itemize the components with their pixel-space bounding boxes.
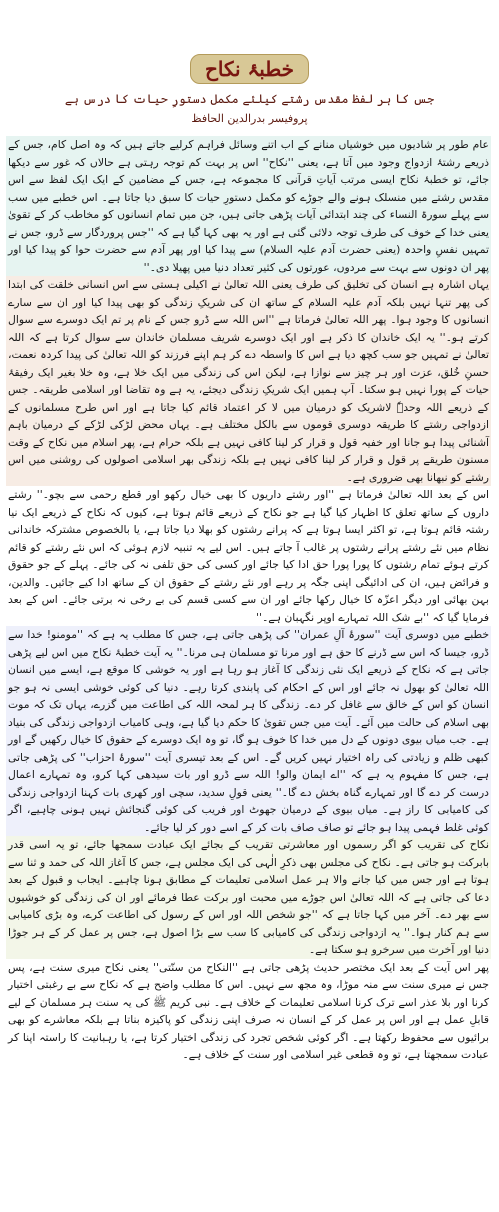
article-body <box>6 136 491 1206</box>
article-author: پروفیسر بدرالدین الحافظ <box>191 112 308 125</box>
article-paragraph: عام طور پر شادیوں میں خوشیاں منانے کے اب اتنے وسائل فراہم کرلیے جاتے ہیں کہ وہ اصل کام، جس کے ذریعے رشتۂ ازدواج وجود میں آتا ہے، یعنی ''نکاح'' اس پر بہت کم توجہ رہتی ہے حالاں کہ غور سے دیکھا جائے، تو خطبۂ نکاح ایسی مرتب آیاتِ قرآنی کا مجموعہ ہے، جس کے مضامین کے ایک ایک لفظ سے اس مقدس رشتے میں منسلک ہونے والے جوڑے کو مکمل دستورِ حیات کا سبق دیا جاتا ہے۔ اس خطبے میں سب سے پہلے سورۃ النساء کی چند ابتدائی آیات پڑھی جاتی ہیں، جن میں تمام انسانوں کو مخاطب کر کے تقویٰ یعنی خدا کے خوف کی طرف توجہ دلائی گئی ہے اور یہ بھی کہا گیا ہے کہ ''جس پروردگار سے ڈرو، جس نے تمہیں نفسِ واحدہ (یعنی حضرت آدم علیہ السلام) سے پیدا کیا اور پھر آدم سے حضرت حوا کو پیدا کیا اور پھر ان دونوں سے بہت سے مردوں، عورتوں کی کثیر تعداد دنیا میں پھیلا دی۔'' <box>6 136 491 276</box>
article-title: خطبۂ نکاح <box>190 54 309 84</box>
article-paragraph: پھر اس آیت کے بعد ایک مختصر حدیث پڑھی جاتی ہے ''النکاح من سنّتی'' یعنی نکاح میری سنت ہے، پس جس نے میری سنت سے منہ موڑا، وہ مجھ سے نہیں۔ اس کا مطلب واضح ہے کہ نکاح سے بے رغبتی اختیار کرنا اور بلا عذر اسے ترک کرنا اسلامی تعلیمات کے خلاف ہے۔ نبی کریم ﷺ کی یہ سنت ہر مسلمان کے لیے قابلِ عمل ہے اور اس پر عمل کر کے انسان نہ صرف اپنی زندگی کو پاکیزہ بناتا ہے بلکہ معاشرے کو بھی برائیوں سے محفوظ رکھتا ہے۔ اگر کوئی شخص تجرد کی زندگی اختیار کرتا ہے، یا رہبانیت کا راستہ اپنا کر عبادت سمجھتا ہے، تو وہ قطعی غیر اسلامی اور سنت کے خلاف ہے۔ <box>6 959 491 1064</box>
article-subtitle: جس کا ہر لفظ مقدس رشتے کیلئے مکمل دستورِ حیات کا درس ہے <box>64 92 435 106</box>
article-paragraph: نکاح کی تقریب کو اگر رسموں اور معاشرتی تقریب کے بجائے ایک عبادت سمجھا جائے، تو یہ اسی قدر بابرکت ہو جاتی ہے۔ نکاح کی مجلس بھی ذکرِ الٰہی کی ایک مجلس ہے، جس کا آغاز اللہ کی حمد و ثنا سے ہوتا ہے اور جس میں کیا جانے والا ہر عمل اسلامی تعلیمات کے مطابق ہونا چاہیے۔ ایجاب و قبول کے بعد دعا کی جاتی ہے کہ اللہ تعالیٰ اس جوڑے میں محبت اور برکت عطا فرمائے اور ان کی زندگی کو خوشیوں سے بھر دے۔ آخر میں کہا جاتا ہے کہ ''جو شخص اللہ اور اس کے رسول کی اطاعت کرے، وہ بڑی کامیابی سے ہم کنار ہوا۔'' یہ ازدواجی زندگی کی کامیابی کا سب سے بڑا اصول ہے، جس پر عمل کر کے ہر جوڑا دنیا اور آخرت میں سرخرو ہو سکتا ہے۔ <box>6 836 491 959</box>
article-paragraph: یہاں اشارہ ہے انسان کی تخلیق کی طرف یعنی اللہ تعالیٰ نے اکیلی ہستی سے اس انسانی خلقت کی ابتدا کی پھر تنہا نہیں بلکہ آدم علیہ السلام کے ساتھ ان کی شریکِ زندگی کو بھی پیدا کیا اور ان سے سارے انسانوں کا وجود ہوا۔ پھر اللہ تعالیٰ فرماتا ہے ''اس اللہ سے ڈرو جس کے نام پر تم ایک دوسرے سے سوال کرتے ہو۔'' یہ ایک خاندان کا ذکر ہے اور ایک دوسرے شریف مسلمان خاندان سے سوال کرتا ہے کہ اللہ تعالیٰ نے تمہیں جو سب کچھ دیا ہے اس کا واسطہ دے کر ہم اپنے فرزند کو اللہ تعالیٰ کی پیدا کردہ نعمت، حسنِ خُلق، عزت اور ہر چیز سے نوازا ہے، لیکن اس کی زندگی میں ایک خلا ہے، وہ خلا بغیر ایک رفیقۂ حیات کے پورا نہیں ہو سکتا۔ آپ ہمیں ایک شریکِ زندگی دیجئے، یہ ہے وہ تقاضا اور اسلامی طریقہ۔ جس کے ذریعے اللہ وحدہٗ لاشریک کو درمیان میں لا کر اعتماد قائم کیا جاتا ہے اور اس طرح مسلمانوں کے ازدواجی رشتے کا طریقہ دوسری قوموں سے بالکل مختلف ہے۔ یہاں محض لڑکی لڑکے کے درمیان باہم آشنائی پیدا ہو جانا اور خفیہ قول و قرار کر لینا کافی نہیں ہے بلکہ حرام ہے، پھر اسلام میں نکاح کے وقت مسنون طریقے پر قول و قرار کر لینا کافی نہیں ہے بلکہ زندگی بھر اسلامی اصولوں کی روشنی میں اس رشتے کو نبھانا بھی ضروری ہے۔ <box>6 276 491 486</box>
article-paragraph: اس کے بعد اللہ تعالیٰ فرماتا ہے ''اور رشتے داریوں کا بھی خیال رکھو اور قطع رحمی سے بچو۔'' رشتے داروں کے ساتھ تعلق کا اظہار کیا گیا ہے جو نکاح کے ذریعے قائم ہوتا ہے، کیوں کہ نکاح کے ذریعے ایک نیا رشتہ قائم ہوتا ہے، تو اکثر ایسا ہوتا ہے کہ پرانے رشتوں کو بھلا دیا جاتا ہے، یا بالخصوص مشترکہ خاندانی نظام میں نئے رشتے پرانے رشتوں پر غالب آ جاتے ہیں۔ اس لیے یہ تنبیہ لازم ہوئی کہ اس نئے رشتے کو قائم کرتے ہوئے تمام رشتوں کا پورا پورا حق ادا کیا جائے اور کسی کی حق تلفی نہ کی جائے۔ پہلے کے جو حقوق و فرائض ہیں، ان کی ادائیگی اپنی جگہ پر رہے اور نئے رشتے کے حقوق ان کے ساتھ ادا کیے جائیں۔ والدین، بہن بھائی اور دیگر اعزّہ کا خیال رکھا جائے اور ان سے کسی قسم کی بے رخی نہ برتی جائے۔ اس کے بعد فرمایا گیا کہ ''بے شک اللہ تمہارے اوپر نگہبان ہے۔'' <box>6 486 491 626</box>
article-paragraph: خطبے میں دوسری آیت ''سورۂ آلِ عمران'' کی پڑھی جاتی ہے، جس کا مطلب یہ ہے کہ ''مومنو! خدا سے ڈرو، جیسا کہ اس سے ڈرنے کا حق ہے اور مرنا تو مسلمان ہی مرنا۔'' یہ آیت خطبۂ نکاح میں اس لیے پڑھی جاتی ہے کہ نکاح کے ذریعے ایک نئی زندگی کا آغاز ہو رہا ہے اور یہ خوشی کا موقع ہے، ایسے میں انسان اللہ تعالیٰ کو بھول نہ جائے اور اس کے احکام کی پابندی کرتا رہے۔ دنیا کی کوئی خوشی ایسی نہ ہو جو انسان کو اس کے خالق سے غافل کر دے۔ زندگی کا ہر لمحہ اللہ کی اطاعت میں گزرے، یہاں تک کہ موت بھی اسلام کی حالت میں آئے۔ آیت میں جس تقویٰ کا حکم دیا گیا ہے، وہی کامیاب ازدواجی زندگی کی بنیاد ہے۔ جب میاں بیوی دونوں کے دل میں خدا کا خوف ہو گا، تو وہ ایک دوسرے کے حقوق کا خیال رکھیں گے اور کبھی ظلم و زیادتی کی راہ اختیار نہیں کریں گے۔ اس کے بعد تیسری آیت ''سورۂ احزاب'' کی پڑھی جاتی ہے، جس کا مفہوم یہ ہے کہ ''اے ایمان والو! اللہ سے ڈرو اور بات سیدھی کہا کرو، وہ تمہارے اعمال درست کر دے گا اور تمہارے گناہ بخش دے گا۔'' یعنی قولِ سدید، سچی اور کھری بات کہنا ازدواجی زندگی کی کامیابی کا راز ہے۔ میاں بیوی کے درمیان جھوٹ اور فریب کی کوئی گنجائش نہیں ہونی چاہیے، اگر کوئی غلط فہمی پیدا ہو جائے تو صاف صاف بات کر کے اسے دور کر لیا جائے۔ <box>6 626 491 836</box>
article-header <box>0 40 499 132</box>
